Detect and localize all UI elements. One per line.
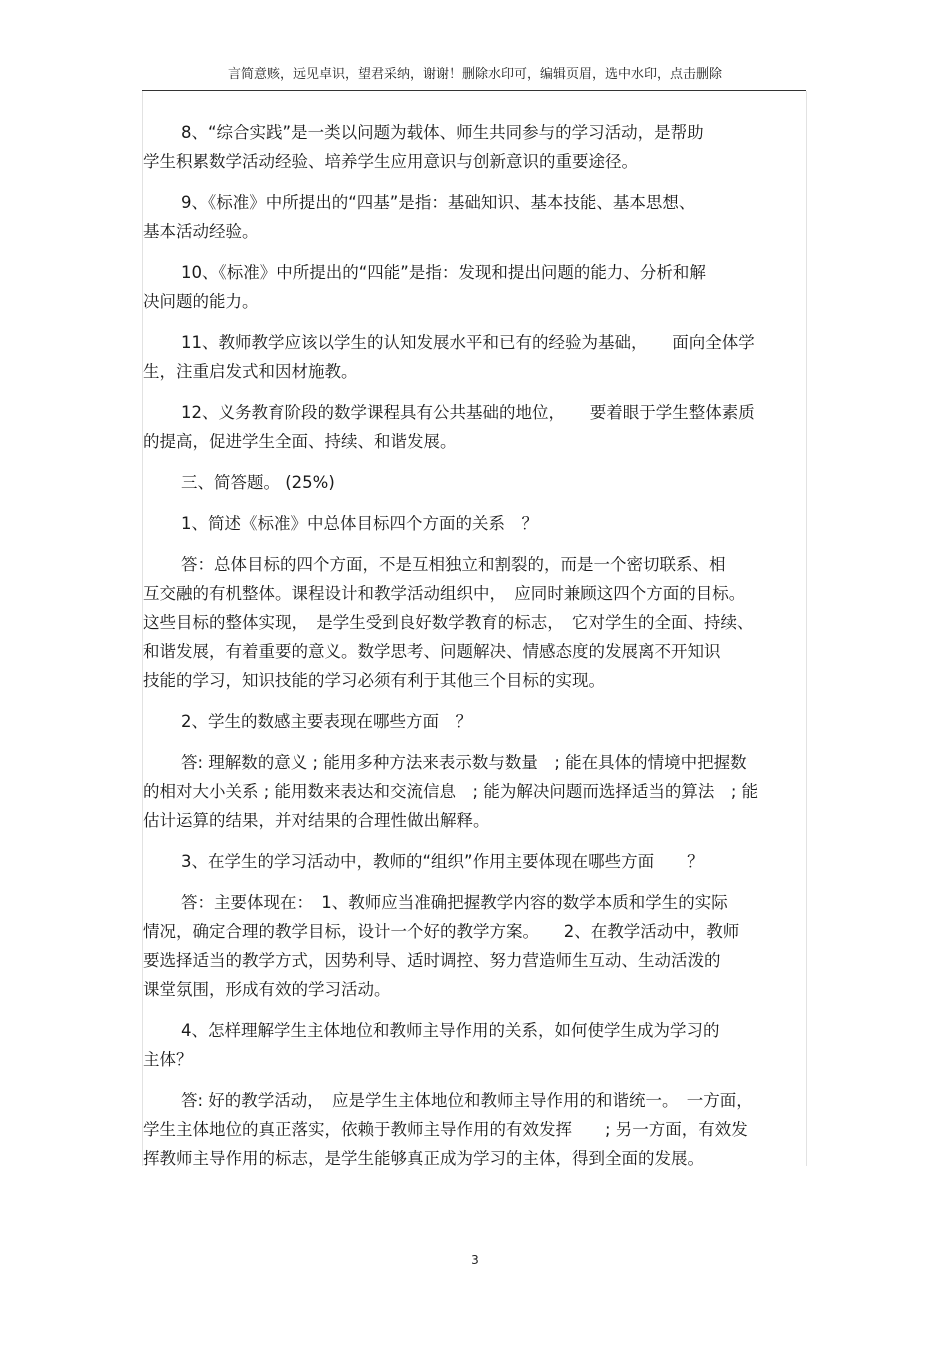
- text-line: 1、简述《标准》中总体目标四个方面的关系 ？: [181, 514, 538, 533]
- right-margin-rule: [806, 91, 807, 1166]
- header-rule: [142, 90, 806, 91]
- paragraph: [143, 748, 805, 835]
- document-body: [143, 118, 805, 1185]
- text-line: 学生积累数学活动经验、培养学生应用意识与创新意识的重要途径。: [143, 152, 638, 171]
- text-line: 情况，确定合理的教学目标，设计一个好的教学方案。 2、在教学活动中，教师: [143, 922, 740, 941]
- paragraph: [143, 398, 805, 456]
- text-line: 学生主体地位的真正落实，依赖于教师主导作用的有效发挥 ; 另一方面，有效发: [143, 1120, 748, 1139]
- text-line: 11、教师教学应该以学生的认知发展水平和已有的经验为基础， 面向全体学: [181, 333, 755, 352]
- text-line: 和谐发展，有着重要的意义。数学思考、问题解决、情感态度的发展离不开知识: [143, 642, 721, 661]
- paragraph: [143, 328, 805, 386]
- text-line: 12、义务教育阶段的数学课程具有公共基础的地位， 要着眼于学生整体素质: [181, 403, 755, 422]
- text-line: 挥教师主导作用的标志，是学生能够真正成为学习的主体，得到全面的发展。: [143, 1149, 704, 1168]
- text-line: 决问题的能力。: [143, 292, 259, 311]
- text-line: 8、“综合实践”是一类以问题为载体、师生共同参与的学习活动，是帮助: [181, 123, 704, 142]
- paragraph: [143, 888, 805, 1004]
- text-line: 主体？: [143, 1050, 193, 1069]
- text-line: 4、怎样理解学生主体地位和教师主导作用的关系，如何使学生成为学习的: [181, 1021, 720, 1040]
- text-line: 2、学生的数感主要表现在哪些方面 ？: [181, 712, 472, 731]
- paragraph: [143, 509, 805, 538]
- text-line: 的相对大小关系 ; 能用数来表达和交流信息 ; 能为解决问题而选择适当的算法 ; 能: [143, 782, 759, 801]
- text-line: 9、《标准》中所提出的“四基”是指：基础知识、基本技能、基本思想、: [181, 193, 696, 212]
- text-line: 3、在学生的学习活动中，教师的“组织”作用主要体现在哪些方面 ？: [181, 852, 704, 871]
- text-line: 要选择适当的教学方式，因势利导、适时调控、努力营造师生互动、生动活泼的: [143, 951, 721, 970]
- text-line: 估计运算的结果，并对结果的合理性做出解释。: [143, 811, 490, 830]
- paragraph: [143, 847, 805, 876]
- paragraph: [143, 468, 805, 497]
- text-line: 互交融的有机整体。课程设计和教学活动组织中， 应同时兼顾这四个方面的目标。: [143, 584, 746, 603]
- paragraph: [143, 1086, 805, 1173]
- text-line: 答：总体目标的四个方面，不是互相独立和割裂的，而是一个密切联系、相: [181, 555, 726, 574]
- text-line: 这些目标的整体实现， 是学生受到良好数学教育的标志， 它对学生的全面、持续、: [143, 613, 754, 632]
- paragraph: [143, 118, 805, 176]
- paragraph: [143, 707, 805, 736]
- text-line: 答：主要体现在： 1、教师应当准确把握教学内容的数学本质和学生的实际: [181, 893, 728, 912]
- text-line: 生，注重启发式和因材施教。: [143, 362, 358, 381]
- text-line: 基本活动经验。: [143, 222, 259, 241]
- text-line: 答: 好的教学活动， 应是学生主体地位和教师主导作用的和谐统一。 一方面，: [181, 1091, 753, 1110]
- paragraph: [143, 258, 805, 316]
- text-line: 的提高，促进学生全面、持续、和谐发展。: [143, 432, 457, 451]
- page-number: 3: [471, 1253, 479, 1267]
- paragraph: [143, 188, 805, 246]
- text-line: 答: 理解数的意义 ; 能用多种方法来表示数与数量 ; 能在具体的情境中把握数: [181, 753, 747, 772]
- paragraph: [143, 550, 805, 695]
- page-header-watermark: 言简意赅，远见卓识，望君采纳，谢谢！删除水印可，编辑页眉，选中水印，点击删除: [227, 67, 722, 82]
- paragraph: [143, 1016, 805, 1074]
- text-line: 课堂氛围，形成有效的学习活动。: [143, 980, 391, 999]
- text-line: 三、简答题。 (25%): [181, 473, 335, 492]
- text-line: 10、《标准》中所提出的“四能”是指：发现和提出问题的能力、分析和解: [181, 263, 706, 282]
- text-line: 技能的学习，知识技能的学习必须有利于其他三个目标的实现。: [143, 671, 605, 690]
